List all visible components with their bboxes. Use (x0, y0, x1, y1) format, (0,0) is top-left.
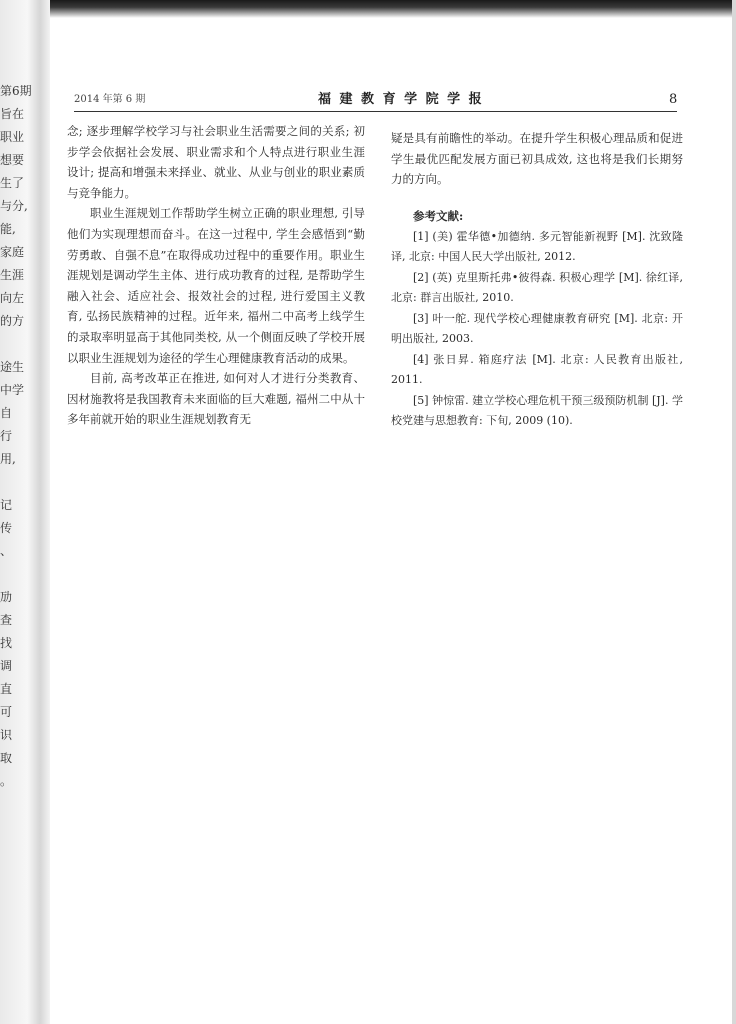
spine-fragment: 与分, (0, 199, 28, 213)
references-heading: 参考文献: (413, 208, 464, 223)
spine-fragment: 生了 (0, 176, 25, 190)
spine-fragment: 传 (0, 521, 13, 535)
body-paragraph: 职业生涯规划工作帮助学生树立正确的职业理想, 引导他们为实现理想而奋斗。在这一过程中, 学生会感悟到“勤劳勇敢、自强不息”在取得成功过程中的重要作用。职业生涯规划是调动学生主体、进行成功教育的过程, 是帮助学生融入社会、适应社会、报效社会的过程, 进行爱国主义教育, 弘扬民族精神的过程。近年来, 福州二中高考上线学生的录取率明显高于其他同类校, 从一个侧面反映了学校开展以职业生涯规划为途径的学生心理健康教育活动的成果。 (67, 206, 365, 365)
body-paragraph: 念; 逐步理解学校学习与社会职业生活需要之间的关系; 初步学会依据社会发展、职业需求和个人特点进行职业生涯设计; 提高和增强未来择业、就业、从业与创业的职业素质与竞争能力。 (67, 124, 365, 200)
spine-fragment: 、 (0, 544, 13, 558)
spine-fragment: 查 (0, 613, 13, 627)
reference-item: [2] (英) 克里斯托弗•彼得森. 积极心理学 [M]. 徐红译, 北京: 群言出版社, 2010. (391, 271, 683, 305)
spine-fragment (0, 471, 34, 494)
spine-fragment: 。 (0, 774, 13, 788)
facing-page-text (0, 80, 34, 793)
reference-item: [5] 钟惊雷. 建立学校心理危机干预三级预防机制 [J]. 学校党建与思想教育: 下旬, 2009 (10). (391, 394, 683, 428)
scan-top-shadow (0, 0, 736, 18)
spine-fragment (0, 333, 34, 356)
body-paragraph: 疑是具有前瞻性的举动。在提升学生积极心理品质和促进学生最优匹配发展方面已初具成效, 这也将是我们长期努力的方向。 (391, 131, 683, 187)
header-rule (74, 111, 677, 112)
reference-item: [1] (美) 霍华德•加德纳. 多元智能新视野 [M]. 沈致隆译, 北京: 中国人民大学出版社, 2012. (391, 230, 683, 264)
spine-fragment: 中学 (0, 383, 25, 397)
spine-fragment: 第6期 (0, 84, 32, 98)
spine-fragment: 取 (0, 751, 13, 765)
reference-item: [3] 叶一舵. 现代学校心理健康教育研究 [M]. 北京: 开明出版社, 2003. (391, 312, 683, 346)
spine-fragment: 向左 (0, 291, 25, 305)
spine-fragment: 调 (0, 659, 13, 673)
journal-title: 福 建 教 育 学 院 学 报 (318, 92, 484, 107)
spine-fragment: 劢 (0, 590, 13, 604)
spine-fragment: 用, (0, 452, 16, 466)
page-edge (732, 0, 736, 1024)
spine-fragment: 家庭 (0, 245, 25, 259)
spine-fragment: 识 (0, 728, 13, 742)
spine-fragment: 想要 (0, 153, 25, 167)
spine-fragment: 能, (0, 222, 16, 236)
spine-fragment: 找 (0, 636, 13, 650)
spine-fragment: 直 (0, 682, 13, 696)
left-column (67, 121, 365, 430)
issue-label: 2014 年第 6 期 (74, 94, 146, 105)
spine-fragment: 途生 (0, 360, 25, 374)
spine-fragment: 自 (0, 406, 13, 420)
spine-fragment: 可 (0, 705, 13, 719)
spine-fragment: 行 (0, 429, 13, 443)
body-paragraph: 目前, 高考改革正在推进, 如何对人才进行分类教育、因材施教将是我国教育未来面临的巨大难题, 福州二中从十多年前就开始的职业生涯规划教育无 (67, 371, 365, 427)
running-header (74, 88, 678, 107)
reference-item: [4] 张日昇. 箱庭疗法 [M]. 北京: 人民教育出版社, 2011. (391, 353, 683, 387)
spine-fragment: 生涯 (0, 268, 25, 282)
spine-fragment (0, 563, 34, 586)
spine-fragment: 记 (0, 498, 13, 512)
right-column (391, 128, 683, 431)
spine-fragment: 职业 (0, 130, 25, 144)
spine-fragment: 旨在 (0, 107, 25, 121)
page-number: 8 (669, 92, 678, 107)
spine-fragment: 的方 (0, 314, 25, 328)
